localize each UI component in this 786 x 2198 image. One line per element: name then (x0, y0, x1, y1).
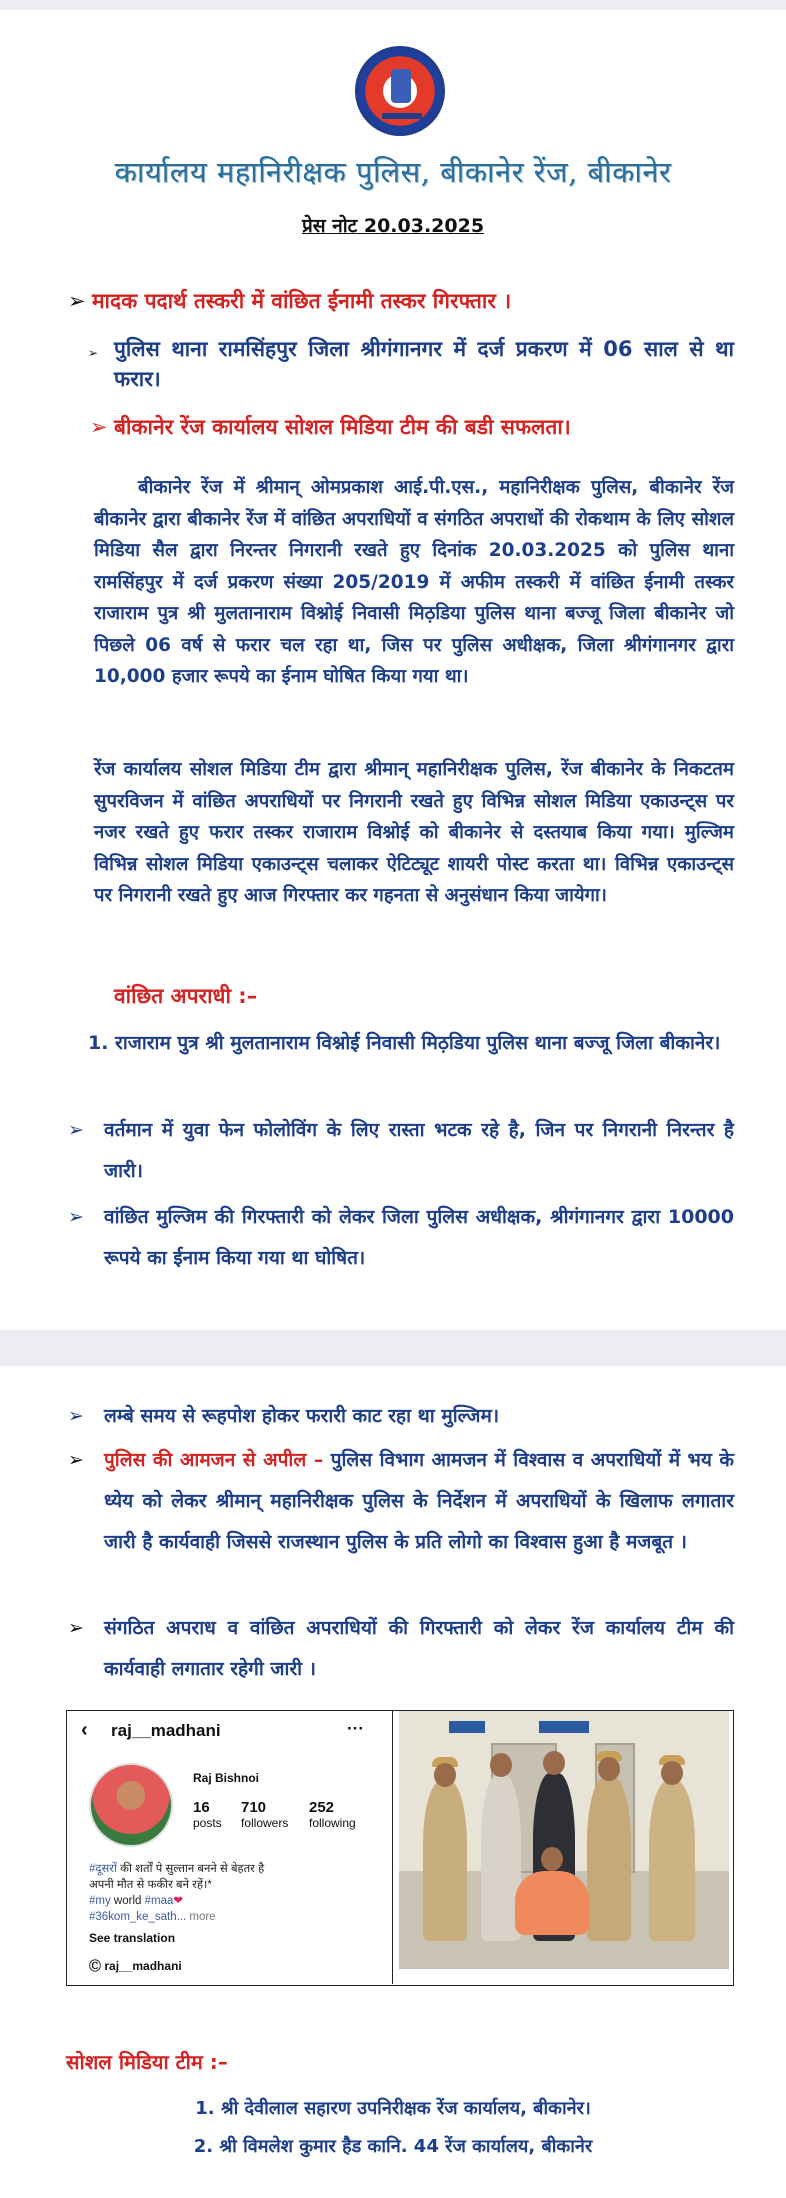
arrow-bullet-icon: ➢ (68, 1206, 84, 1228)
wanted-item-1: 1. राजाराम पुत्र श्री मुलतानाराम विश्नोई निवासी मिठ़डिया पुलिस थाना बज्जू जिला बीकानेर। (88, 1032, 721, 1054)
instagram-username: raj__madhani (111, 1721, 221, 1740)
headline-3: ➢ बीकानेर रेंज कार्यालय सोशल मिडिया टीम की बडी सफलता। (114, 412, 764, 442)
posts-count: 16 posts (193, 1799, 222, 1830)
arrest-photo (399, 1711, 729, 1969)
evidence-image-box (66, 1710, 734, 1986)
arrow-bullet-icon: ➢ (68, 1405, 84, 1427)
rajasthan-police-emblem-icon (355, 46, 445, 136)
team-member-2: 2. श्री विमलेश कुमार हैड कानि. 44 रेंज कार्यालय, बीकानेर (193, 2136, 593, 2157)
back-chevron-icon: ‹ (81, 1719, 88, 1741)
press-note-date: प्रेस नोट 20.03.2025 (301, 215, 485, 237)
following-count: 252 following (309, 1799, 356, 1830)
press-note-page-2 (0, 1366, 786, 2198)
more-options-icon: ··· (347, 1719, 364, 1738)
point-absconding: ➢ लम्बे समय से रूहपोश होकर फरारी काट रहा था मुल्जिम। (104, 1396, 734, 1437)
arrow-bullet-icon: ➢ (68, 1449, 84, 1471)
threads-icon: Ⓒ (89, 1959, 102, 1973)
point-appeal: ➢ पुलिस की आमजन से अपील – पुलिस विभाग आमजन में विश्वास व अपराधियों में भय के ध्येय को लेकर श्रीमान् महानिरीक्षक पुलिस के निर्देशन में अपराधियों के खिलाफ लगातार जारी है कार्यवाही जिससे राजस्थान पुलिस के प्रति लोगो का विश्वास हुआ है मजबूत । (104, 1440, 734, 1563)
point-continued-action: ➢ संगठित अपराध व वांछित अपराधियों की गिरफ्तारी को लेकर रेंज कार्यालय टीम की कार्यवाही लगातार रहेगी जारी । (104, 1608, 734, 1690)
point-reward: ➢ वांछित मुल्जिम की गिरफ्तारी को लेकर जिला पुलिस अधीक्षक, श्रीगंगानगर द्वारा 10000 रूपये का ईनाम किया गया था घोषित। (104, 1197, 734, 1279)
avatar (89, 1763, 173, 1847)
point-followers: ➢ वर्तमान में युवा फेन फोलोविंग के लिए रास्ता भटक रहे है, जिन पर निगरानी निरन्तर है जारी। (104, 1110, 734, 1192)
see-translation-link: See translation (89, 1931, 176, 1945)
team-member-1: 1. श्री देवीलाल सहारण उपनिरीक्षक रेंज कार्यालय, बीकानेर। (195, 2098, 591, 2119)
arrow-bullet-icon: ➢ (68, 1119, 84, 1141)
headline-2: ➢ पुलिस थाना रामसिंहपुर जिला श्रीगंगानगर में दर्ज प्रकरण में 06 साल से था फरार। (88, 337, 734, 391)
followers-count: 710 followers (241, 1799, 289, 1830)
arrow-bullet-icon: ➢ (68, 289, 86, 313)
office-title: कार्यालय महानिरीक्षक पुलिस, बीकानेर रेंज, बीकानेर (114, 155, 672, 189)
headline-1: ➢ मादक पदार्थ तस्करी में वांछित ईनामी तस्कर गिरफ्तार । (92, 286, 742, 316)
team-heading: सोशल मिडिया टीम :– (66, 2050, 228, 2074)
heart-icon: ❤ (173, 1895, 184, 1907)
instagram-profile-screenshot (67, 1711, 393, 1984)
press-note-page-1 (0, 10, 786, 1330)
instagram-display-name: Raj Bishnoi (193, 1771, 260, 1785)
paragraph-1: बीकानेर रेंज में श्रीमान् ओमप्रकाश आई.पी.एस., महानिरीक्षक पुलिस, बीकानेर रेंज बीकानेर द्वारा बीकानेर रेंज में वांछित अपराधियों व संगठित अपराधों की रोकथाम के लिए सोशल मिडिया सैल द्वारा निरन्तर निगरानी रखते हुए दिनांक 20.03.2025 को पुलिस थाना रामसिंहपुर में दर्ज प्रकरण संख्या 205/2019 में अफीम तस्करी में वांछित ईनामी तस्कर राजाराम पुत्र श्री मुलतानाराम विश्नोई निवासी मिठ़डिया पुलिस थाना बज्जू जिला बीकानेर जो पिछले 06 वर्ष से फरार चल रहा था, जिस पर पुलिस अधीक्षक, जिला श्रीगंगानगर द्वारा 10,000 हजार रूपये का ईनाम घोषित किया गया था। (94, 477, 734, 687)
arrow-bullet-icon: ➢ (90, 415, 108, 439)
small-arrow-bullet-icon: ➢ (88, 346, 99, 360)
paragraph-2: रेंज कार्यालय सोशल मिडिया टीम द्वारा श्रीमान् महानिरीक्षक पुलिस, रेंज बीकानेर के निकटतम सुपरविजन में वांछित अपराधियों पर निगरानी रखते हुए विभिन्न सोशल मिडिया एकाउन्ट्स पर नजर रखते हुए फरार तस्कर राजाराम विश्नोई को बीकानेर से दस्तयाब किया गया। मुल्जिम विभिन्न सोशल मिडिया एकाउन्ट्स चलाकर ऐटिट्यूट शायरी पोस्ट करता था। विभिन्न एकाउन्ट्स पर निगरानी रखते हुए आज गिरफ्तार कर गहनता से अनुसंधान किया जायेगा। (94, 759, 734, 906)
instagram-bio: #दूसरों की शर्तों पे सुल्तान बनने से बेहतर है अपनी मौत से फकीर बने रहें।* #my world #maa❤ #36kom_ke_sath... more (89, 1863, 265, 1923)
wanted-heading: वांछित अपराधी :– (114, 984, 258, 1008)
arrow-bullet-icon: ➢ (68, 1617, 84, 1639)
threads-handle: Ⓒ raj__madhani (89, 1959, 182, 1973)
